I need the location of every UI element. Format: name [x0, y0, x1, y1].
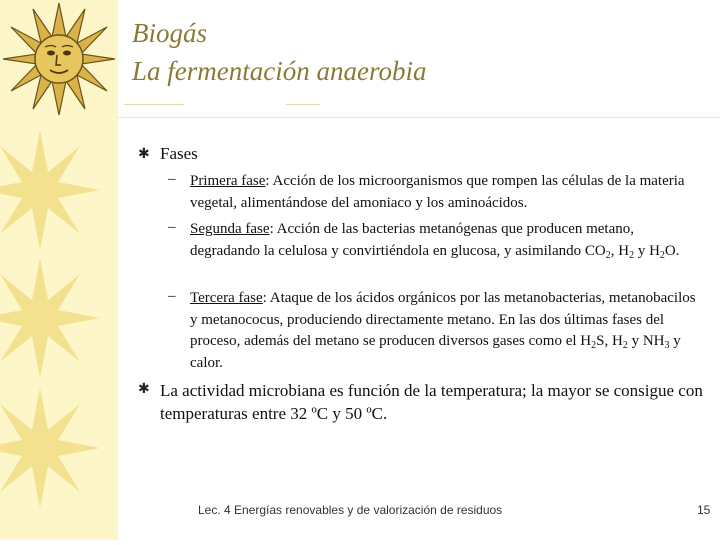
title-rule-2: [286, 104, 320, 105]
phase-3-text-3: y NH: [627, 333, 665, 350]
phase-3: [190, 288, 700, 374]
bullet-temperatura: La actividad microbiana es función de la temperatura; la mayor se consigue con temperaturas entre 32 ºC y 50 ºC.: [160, 381, 703, 423]
phase-2-text-1: : Acción de las bacterias metanógenas que producen metano, degradando la celulosa y convirtiéndola en glucosa, y asimilando CO: [190, 221, 635, 259]
logo: [0, 0, 118, 118]
page-number: 15: [697, 503, 711, 517]
phase-2-text-3: y H: [634, 242, 660, 259]
dash-bullet-icon: –: [168, 219, 176, 235]
phase-2-sub-3: 2: [659, 249, 665, 261]
phase-2-text-4: O.: [664, 242, 680, 259]
phase-1-name: Primera fase: [190, 173, 266, 189]
asterisk-bullet-icon: ✱: [138, 382, 150, 397]
phase-2-text-2: , H: [610, 242, 630, 259]
footer-text: Lec. 4 Energías renovables y de valorización de residuos: [198, 503, 503, 517]
phase-3-text-1: : Ataque de los ácidos orgánicos por las metanobacterias, metanobacilos y metanococus, produciendo directamente metano. En las dos últimas fases del proceso, además del metano se producen diversos gases como el H: [190, 290, 696, 350]
dash-bullet-icon: –: [168, 171, 176, 187]
phase-2: [190, 219, 700, 262]
phase-3-sub-3: 3: [664, 340, 670, 352]
phase-3-sub-1: 2: [591, 340, 597, 352]
phase-2-sub-1: 2: [605, 249, 611, 261]
phase-2-sub-2: 2: [629, 249, 635, 261]
phase-3-sub-2: 2: [622, 340, 628, 352]
sunburst-icon: [0, 118, 118, 540]
dash-bullet-icon: –: [168, 288, 176, 304]
phase-3-name: Tercera fase: [190, 290, 263, 306]
phase-2-name: Segunda fase: [190, 221, 270, 237]
phase-1: [190, 171, 700, 214]
title-line-2: La fermentación anaerobia: [132, 56, 427, 86]
slide-title: [132, 14, 426, 90]
phase-3-text-2: S, H: [596, 333, 623, 350]
title-line-1: Biogás: [132, 18, 208, 48]
phase-1-text: : Acción de los microorganismos que rompen las células de la materia vegetal, alimentándose del amoniaco y los aminoácidos.: [190, 173, 685, 211]
title-divider: [118, 117, 720, 118]
asterisk-bullet-icon: ✱: [138, 147, 150, 162]
left-decor-strip: [0, 118, 118, 540]
phase-3-text-4: y calor.: [190, 333, 681, 371]
title-rule-1: [124, 104, 184, 105]
bullet-fases: Fases: [160, 144, 198, 163]
sun-face-icon: [0, 0, 118, 118]
